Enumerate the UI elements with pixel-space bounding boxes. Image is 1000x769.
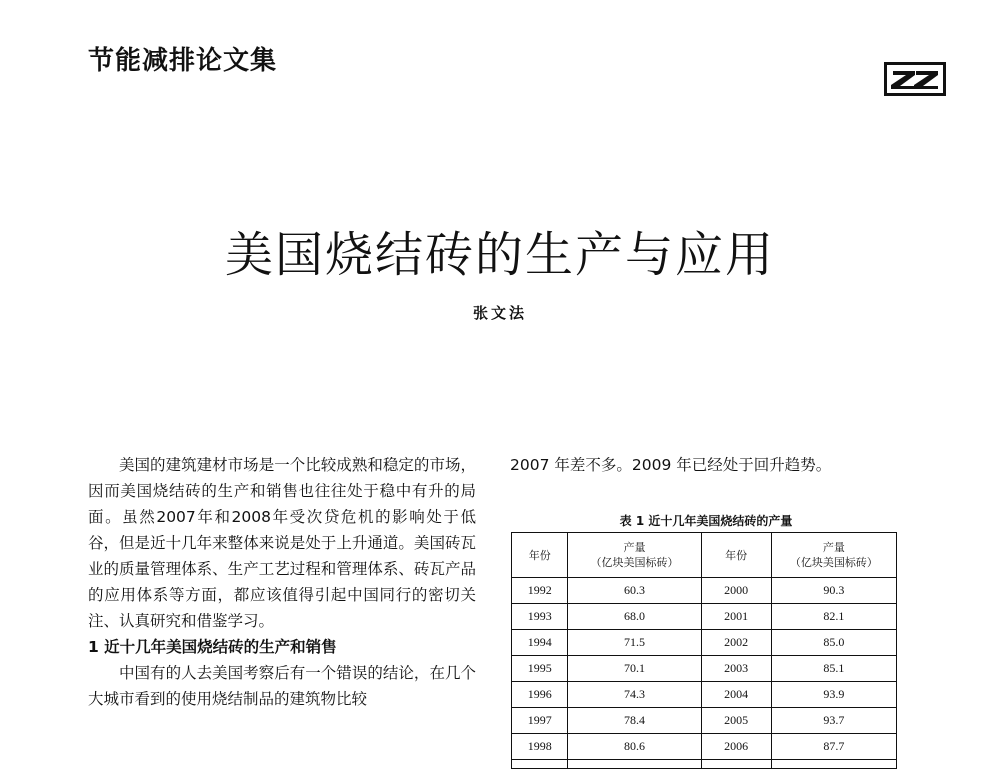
table-row-partial — [512, 760, 897, 769]
right-column — [510, 452, 902, 478]
header-production-line2: （亿块美国标砖） — [590, 556, 679, 569]
table-row — [512, 578, 897, 604]
cell-year: 1993 — [512, 604, 568, 630]
cell-production-2: 85.1 — [771, 656, 896, 682]
cell-year-2: 2000 — [701, 578, 771, 604]
series-title: 节能减排论文集 — [88, 46, 278, 76]
cell-year-2: 2004 — [701, 682, 771, 708]
table-body — [512, 578, 897, 769]
table-row — [512, 630, 897, 656]
cell-empty — [771, 760, 896, 769]
cell-production-2: 93.7 — [771, 708, 896, 734]
table-row — [512, 734, 897, 760]
section-paragraph: 中国有的人去美国考察后有一个错误的结论，在几个大城市看到的使用烧结制品的建筑物比较 — [88, 664, 476, 708]
cell-year: 1998 — [512, 734, 568, 760]
cell-year-2: 2006 — [701, 734, 771, 760]
left-column — [88, 452, 476, 712]
cell-production-2: 87.7 — [771, 734, 896, 760]
cell-production-2: 82.1 — [771, 604, 896, 630]
author-name: 张文法 — [472, 304, 527, 322]
table-row — [512, 682, 897, 708]
cell-empty — [568, 760, 701, 769]
production-table — [511, 532, 897, 769]
header-production — [568, 533, 701, 578]
cell-year: 1992 — [512, 578, 568, 604]
cell-production: 78.4 — [568, 708, 701, 734]
cell-year: 1997 — [512, 708, 568, 734]
header-production-line1: 产量 — [623, 541, 646, 554]
cell-production: 60.3 — [568, 578, 701, 604]
table-caption: 表 1 近十几年美国烧结砖的产量 — [619, 514, 793, 528]
table-row — [512, 604, 897, 630]
cell-production: 71.5 — [568, 630, 701, 656]
zz-logo-icon — [887, 65, 943, 93]
article-title: 美国烧结砖的生产与应用 — [224, 227, 775, 284]
cell-production: 70.1 — [568, 656, 701, 682]
cell-production: 74.3 — [568, 682, 701, 708]
table-header-row — [512, 533, 897, 578]
header-year: 年份 — [512, 533, 568, 578]
section-heading: 1 近十几年美国烧结砖的生产和销售 — [88, 638, 337, 656]
cell-production-2: 90.3 — [771, 578, 896, 604]
cell-production-2: 85.0 — [771, 630, 896, 656]
right-paragraph: 2007 年差不多。2009 年已经处于回升趋势。 — [510, 456, 832, 474]
cell-year-2: 2002 — [701, 630, 771, 656]
header-production2-line2: （亿块美国标砖） — [789, 556, 878, 569]
cell-production-2: 93.9 — [771, 682, 896, 708]
cell-empty — [701, 760, 771, 769]
cell-year-2: 2001 — [701, 604, 771, 630]
intro-paragraph: 美国的建筑建材市场是一个比较成熟和稳定的市场，因而美国烧结砖的生产和销售也往往处于稳中有升的局面。虽然2007年和2008年受次贷危机的影响处于低谷，但是近十几年来整体来说是处于上升通道。美国砖瓦业的质量管理体系、生产工艺过程和管理体系、砖瓦产品的应用体系等方面，都应该值得引起中国同行的密切关注、认真研究和借鉴学习。 — [88, 456, 476, 630]
cell-production: 68.0 — [568, 604, 701, 630]
cell-empty — [512, 760, 568, 769]
cell-year-2: 2003 — [701, 656, 771, 682]
table-row — [512, 656, 897, 682]
header-production2-line1: 产量 — [822, 541, 845, 554]
cell-year: 1994 — [512, 630, 568, 656]
cell-year: 1996 — [512, 682, 568, 708]
cell-year-2: 2005 — [701, 708, 771, 734]
table-row — [512, 708, 897, 734]
cell-year: 1995 — [512, 656, 568, 682]
header-year-2: 年份 — [701, 533, 771, 578]
journal-logo — [884, 62, 946, 96]
header-production-2 — [771, 533, 896, 578]
cell-production: 80.6 — [568, 734, 701, 760]
